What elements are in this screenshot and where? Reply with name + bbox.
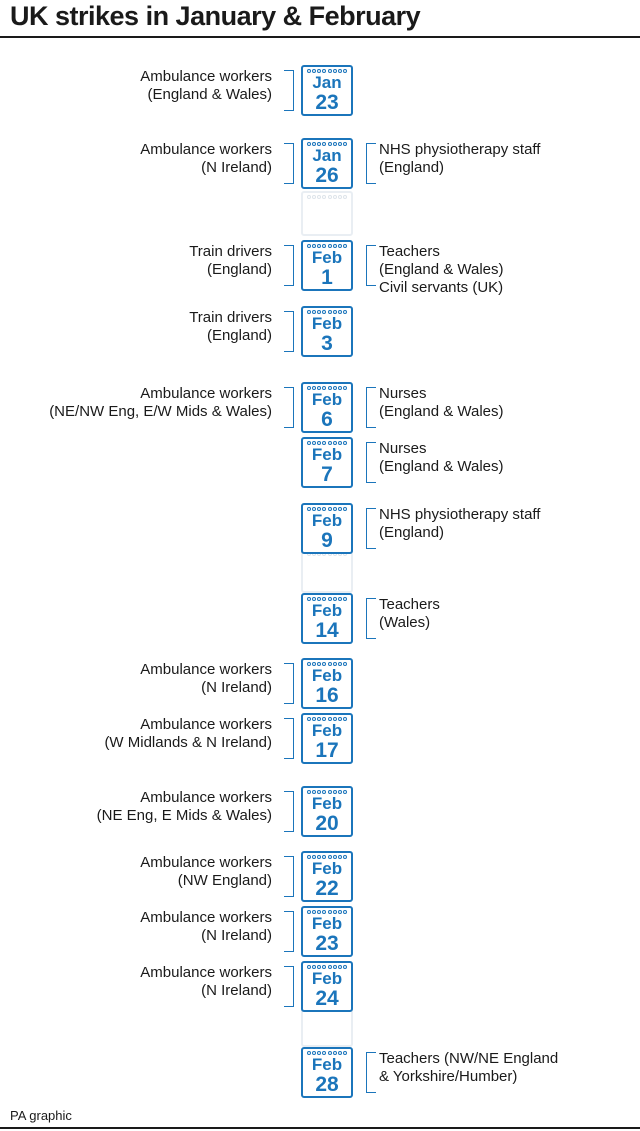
left-strike-label bbox=[140, 964, 272, 1000]
right-bracket bbox=[366, 245, 376, 286]
ring-icon bbox=[312, 965, 316, 969]
ring-icon bbox=[328, 244, 332, 248]
left-strike-label bbox=[49, 385, 272, 421]
ring-icon bbox=[312, 142, 316, 146]
ring-icon bbox=[343, 1051, 347, 1055]
ring-icon bbox=[317, 244, 321, 248]
ring-icon bbox=[312, 441, 316, 445]
ring-icon bbox=[343, 310, 347, 314]
ring-icon bbox=[338, 507, 342, 511]
ring-icon bbox=[343, 965, 347, 969]
ring-icon bbox=[333, 142, 337, 146]
ring-icon bbox=[317, 441, 321, 445]
ring-icon bbox=[333, 441, 337, 445]
ring-icon bbox=[338, 855, 342, 859]
right-strike-label bbox=[379, 1050, 558, 1086]
ring-icon bbox=[307, 597, 311, 601]
ring-icon bbox=[338, 662, 342, 666]
ring-icon bbox=[338, 195, 342, 199]
ring-icon bbox=[322, 195, 326, 199]
ring-icon bbox=[328, 441, 332, 445]
label-line: Nurses bbox=[379, 440, 427, 457]
left-bracket bbox=[284, 311, 294, 352]
left-strike-label bbox=[189, 309, 272, 345]
left-bracket bbox=[284, 718, 294, 759]
calendar-day: 24 bbox=[315, 987, 339, 1010]
ring-icon bbox=[317, 597, 321, 601]
ring-icon bbox=[322, 790, 326, 794]
ring-icon bbox=[307, 386, 311, 390]
left-bracket bbox=[284, 70, 294, 111]
ring-icon bbox=[322, 441, 326, 445]
label-line: (England & Wales) bbox=[147, 86, 272, 103]
ring-icon bbox=[328, 142, 332, 146]
ring-icon bbox=[333, 507, 337, 511]
ring-icon bbox=[343, 507, 347, 511]
ring-icon bbox=[317, 855, 321, 859]
ring-icon bbox=[343, 910, 347, 914]
ring-icon bbox=[333, 717, 337, 721]
faded-calendar-icon bbox=[301, 191, 353, 236]
right-strike-label bbox=[379, 385, 504, 421]
calendar-day: 9 bbox=[321, 529, 333, 552]
calendar-month: Feb bbox=[311, 1055, 343, 1074]
title-divider bbox=[0, 36, 640, 38]
ring-icon bbox=[312, 244, 316, 248]
label-line: (England & Wales) bbox=[379, 458, 504, 475]
ring-icon bbox=[328, 386, 332, 390]
ring-icon bbox=[322, 662, 326, 666]
ring-icon bbox=[317, 662, 321, 666]
calendar-day: 16 bbox=[315, 684, 339, 707]
ring-icon bbox=[307, 441, 311, 445]
left-bracket bbox=[284, 387, 294, 428]
left-strike-label bbox=[140, 909, 272, 945]
label-line: (England) bbox=[206, 261, 272, 278]
ring-icon bbox=[317, 386, 321, 390]
label-line: Civil servants (UK) bbox=[379, 279, 504, 296]
ring-icon bbox=[343, 69, 347, 73]
label-line: Teachers bbox=[379, 243, 440, 260]
ring-icon bbox=[338, 386, 342, 390]
right-bracket bbox=[366, 1052, 376, 1093]
ring-icon bbox=[328, 662, 332, 666]
calendar-month: Jan bbox=[312, 146, 342, 165]
page-title: UK strikes in January & February bbox=[10, 1, 421, 31]
ring-icon bbox=[317, 965, 321, 969]
calendar-day: 1 bbox=[321, 266, 333, 289]
ring-icon bbox=[343, 717, 347, 721]
ring-icon bbox=[312, 1051, 316, 1055]
ring-icon bbox=[317, 69, 321, 73]
calendar-month: Feb bbox=[311, 914, 343, 933]
calendar-day: 23 bbox=[315, 932, 339, 955]
ring-icon bbox=[312, 790, 316, 794]
ring-icon bbox=[338, 310, 342, 314]
ring-icon bbox=[328, 1051, 332, 1055]
calendar-day: 20 bbox=[315, 812, 339, 835]
calendar-month: Feb bbox=[311, 511, 343, 530]
calendar-date-icon bbox=[301, 658, 353, 709]
calendar-day: 23 bbox=[315, 91, 339, 114]
label-line: Ambulance workers bbox=[140, 716, 272, 733]
left-bracket bbox=[284, 856, 294, 897]
calendar-month: Feb bbox=[311, 721, 343, 740]
credit: PA graphic bbox=[10, 1108, 72, 1123]
label-line: Train drivers bbox=[189, 309, 272, 326]
ring-icon bbox=[317, 310, 321, 314]
ring-icon bbox=[338, 441, 342, 445]
label-line: (England) bbox=[206, 327, 272, 344]
calendar-month: Feb bbox=[311, 859, 343, 878]
calendar-date-icon bbox=[301, 961, 353, 1012]
ring-icon bbox=[343, 441, 347, 445]
ring-icon bbox=[328, 790, 332, 794]
label-line: Ambulance workers bbox=[140, 789, 272, 806]
label-line: (Wales) bbox=[379, 614, 431, 631]
calendar-day: 22 bbox=[315, 877, 339, 900]
right-bracket bbox=[366, 143, 376, 184]
ring-icon bbox=[307, 244, 311, 248]
calendar-month: Feb bbox=[311, 601, 343, 620]
label-line: (NW England) bbox=[177, 872, 272, 889]
label-line: Ambulance workers bbox=[140, 385, 272, 402]
label-line: (NE/NW Eng, E/W Mids & Wales) bbox=[49, 403, 272, 420]
ring-icon bbox=[338, 69, 342, 73]
ring-icon bbox=[307, 855, 311, 859]
left-strike-label bbox=[140, 854, 272, 890]
left-bracket bbox=[284, 911, 294, 952]
ring-icon bbox=[312, 69, 316, 73]
ring-icon bbox=[328, 855, 332, 859]
ring-icon bbox=[328, 69, 332, 73]
ring-icon bbox=[307, 142, 311, 146]
label-line: Teachers (NW/NE England bbox=[379, 1050, 559, 1067]
calendar-month: Feb bbox=[311, 248, 343, 267]
left-strike-label bbox=[140, 661, 272, 697]
ring-icon bbox=[322, 717, 326, 721]
right-bracket bbox=[366, 598, 376, 639]
label-line: & Yorkshire/Humber) bbox=[379, 1068, 518, 1085]
right-strike-label bbox=[379, 596, 440, 632]
left-bracket bbox=[284, 245, 294, 286]
left-bracket bbox=[284, 143, 294, 184]
ring-icon bbox=[328, 965, 332, 969]
label-line: Ambulance workers bbox=[140, 964, 272, 981]
ring-icon bbox=[312, 195, 316, 199]
ring-icon bbox=[333, 662, 337, 666]
ring-icon bbox=[328, 597, 332, 601]
ring-icon bbox=[317, 142, 321, 146]
ring-icon bbox=[343, 855, 347, 859]
label-line: (N Ireland) bbox=[201, 982, 272, 999]
right-bracket bbox=[366, 442, 376, 483]
label-line: (England & Wales) bbox=[379, 261, 504, 278]
calendar-date-icon bbox=[301, 437, 353, 488]
label-line: Ambulance workers bbox=[140, 68, 272, 85]
bottom-divider bbox=[0, 1127, 640, 1129]
calendar-date-icon bbox=[301, 138, 353, 189]
right-bracket bbox=[366, 508, 376, 549]
calendar-day: 6 bbox=[321, 408, 333, 431]
ring-icon bbox=[317, 910, 321, 914]
label-line: (England) bbox=[379, 524, 445, 541]
ring-icon bbox=[307, 310, 311, 314]
ring-icon bbox=[333, 1051, 337, 1055]
ring-icon bbox=[312, 662, 316, 666]
label-line: (NE Eng, E Mids & Wales) bbox=[96, 807, 272, 824]
ring-icon bbox=[343, 195, 347, 199]
ring-icon bbox=[338, 965, 342, 969]
calendar-month: Feb bbox=[311, 314, 343, 333]
ring-icon bbox=[338, 597, 342, 601]
ring-icon bbox=[343, 597, 347, 601]
ring-icon bbox=[322, 142, 326, 146]
calendar-month: Feb bbox=[311, 794, 343, 813]
ring-icon bbox=[338, 142, 342, 146]
ring-icon bbox=[333, 910, 337, 914]
ring-icon bbox=[307, 1051, 311, 1055]
ring-icon bbox=[338, 910, 342, 914]
ring-icon bbox=[307, 69, 311, 73]
calendar-date-icon bbox=[301, 382, 353, 433]
ring-icon bbox=[312, 855, 316, 859]
ring-icon bbox=[322, 69, 326, 73]
label-line: Ambulance workers bbox=[140, 141, 272, 158]
ring-icon bbox=[307, 790, 311, 794]
ring-icon bbox=[317, 507, 321, 511]
ring-icon bbox=[322, 244, 326, 248]
ring-icon bbox=[312, 507, 316, 511]
calendar-month: Feb bbox=[311, 445, 343, 464]
ring-icon bbox=[317, 790, 321, 794]
calendar-date-icon bbox=[301, 65, 353, 116]
ring-icon bbox=[338, 1051, 342, 1055]
calendar-date-icon bbox=[301, 240, 353, 291]
calendar-month: Jan bbox=[312, 73, 342, 92]
ring-icon bbox=[307, 195, 311, 199]
ring-icon bbox=[322, 1051, 326, 1055]
calendar-date-icon bbox=[301, 851, 353, 902]
label-line: (N Ireland) bbox=[201, 927, 272, 944]
label-line: (England) bbox=[379, 159, 445, 176]
left-strike-label bbox=[104, 716, 272, 752]
ring-icon bbox=[333, 790, 337, 794]
ring-icon bbox=[328, 507, 332, 511]
calendar-date-icon bbox=[301, 786, 353, 837]
ring-icon bbox=[322, 855, 326, 859]
ring-icon bbox=[328, 717, 332, 721]
ring-icon bbox=[317, 195, 321, 199]
label-line: Teachers bbox=[379, 596, 440, 613]
faded-calendar-icon bbox=[301, 548, 353, 593]
label-line: NHS physiotherapy staff bbox=[379, 141, 541, 158]
ring-icon bbox=[307, 507, 311, 511]
right-strike-label bbox=[379, 506, 540, 542]
calendar-date-icon bbox=[301, 1047, 353, 1098]
right-strike-label bbox=[379, 243, 504, 297]
label-line: (England & Wales) bbox=[379, 403, 504, 420]
right-strike-label bbox=[379, 440, 504, 476]
ring-icon bbox=[312, 386, 316, 390]
ring-icon bbox=[333, 965, 337, 969]
ring-icon bbox=[322, 910, 326, 914]
left-bracket bbox=[284, 663, 294, 704]
calendar-binding-rings bbox=[303, 193, 351, 200]
ring-icon bbox=[333, 310, 337, 314]
ring-icon bbox=[322, 310, 326, 314]
ring-icon bbox=[312, 310, 316, 314]
ring-icon bbox=[322, 386, 326, 390]
ring-icon bbox=[307, 965, 311, 969]
ring-icon bbox=[312, 910, 316, 914]
left-strike-label bbox=[140, 68, 272, 104]
ring-icon bbox=[312, 717, 316, 721]
ring-icon bbox=[307, 717, 311, 721]
calendar-date-icon bbox=[301, 593, 353, 644]
calendar-date-icon bbox=[301, 906, 353, 957]
ring-icon bbox=[343, 662, 347, 666]
ring-icon bbox=[333, 386, 337, 390]
label-line: Train drivers bbox=[189, 243, 272, 260]
right-bracket bbox=[366, 387, 376, 428]
ring-icon bbox=[322, 507, 326, 511]
calendar-day: 28 bbox=[315, 1073, 339, 1096]
ring-icon bbox=[333, 244, 337, 248]
ring-icon bbox=[343, 386, 347, 390]
calendar-day: 26 bbox=[315, 164, 339, 187]
label-line: (N Ireland) bbox=[201, 159, 272, 176]
ring-icon bbox=[328, 310, 332, 314]
calendar-day: 14 bbox=[315, 619, 339, 642]
calendar-date-icon bbox=[301, 306, 353, 357]
ring-icon bbox=[338, 244, 342, 248]
ring-icon bbox=[343, 142, 347, 146]
label-line: Ambulance workers bbox=[140, 909, 272, 926]
calendar-month: Feb bbox=[311, 390, 343, 409]
ring-icon bbox=[343, 244, 347, 248]
ring-icon bbox=[333, 597, 337, 601]
ring-icon bbox=[317, 1051, 321, 1055]
calendar-date-icon bbox=[301, 713, 353, 764]
right-strike-label bbox=[379, 141, 540, 177]
ring-icon bbox=[338, 717, 342, 721]
left-strike-label bbox=[97, 789, 272, 825]
ring-icon bbox=[307, 662, 311, 666]
ring-icon bbox=[317, 717, 321, 721]
left-bracket bbox=[284, 966, 294, 1007]
label-line: Nurses bbox=[379, 385, 427, 402]
label-line: (W Midlands & N Ireland) bbox=[104, 734, 272, 751]
label-line: Ambulance workers bbox=[140, 661, 272, 678]
ring-icon bbox=[343, 790, 347, 794]
ring-icon bbox=[322, 597, 326, 601]
calendar-day: 17 bbox=[315, 739, 339, 762]
ring-icon bbox=[322, 965, 326, 969]
left-strike-label bbox=[140, 141, 272, 177]
left-strike-label bbox=[189, 243, 272, 279]
calendar-day: 3 bbox=[321, 332, 333, 355]
left-bracket bbox=[284, 791, 294, 832]
ring-icon bbox=[338, 790, 342, 794]
calendar-day: 7 bbox=[321, 463, 333, 486]
ring-icon bbox=[312, 597, 316, 601]
ring-icon bbox=[333, 855, 337, 859]
label-line: Ambulance workers bbox=[140, 854, 272, 871]
ring-icon bbox=[307, 910, 311, 914]
ring-icon bbox=[328, 910, 332, 914]
label-line: NHS physiotherapy staff bbox=[379, 506, 541, 523]
label-line: (N Ireland) bbox=[201, 679, 272, 696]
ring-icon bbox=[328, 195, 332, 199]
calendar-month: Feb bbox=[311, 969, 343, 988]
ring-icon bbox=[333, 195, 337, 199]
calendar-date-icon bbox=[301, 503, 353, 554]
calendar-month: Feb bbox=[311, 666, 343, 685]
ring-icon bbox=[333, 69, 337, 73]
